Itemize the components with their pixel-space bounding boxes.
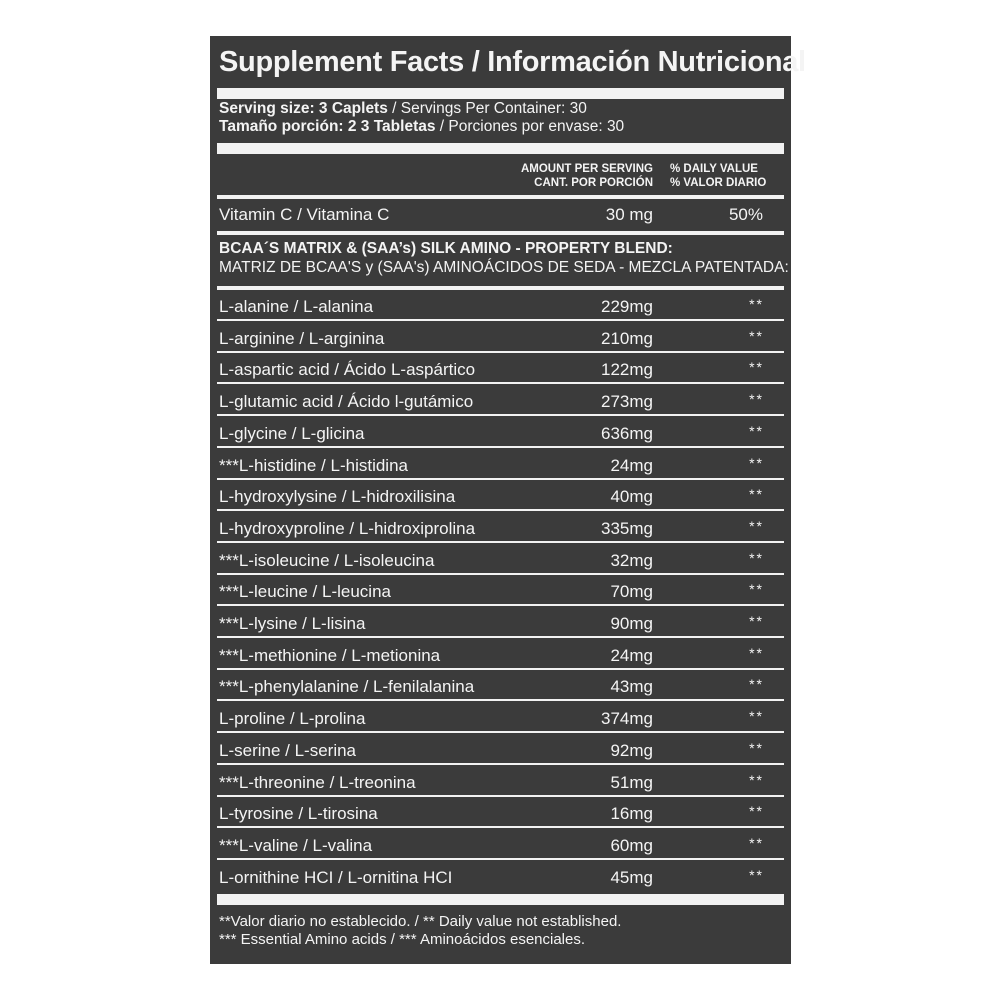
ingredient-name: L-proline / L-prolina (219, 709, 366, 729)
ingredient-amount: 24mg (610, 645, 653, 665)
ingredient-name: L-glutamic acid / Ácido l-gutámico (219, 392, 474, 412)
ingredient-amount: 60mg (610, 835, 653, 855)
ingredient-daily-value: ** (749, 391, 764, 408)
ingredient-daily-value: ** (749, 708, 764, 725)
footnote-essential: *** Essential Amino acids / *** Aminoácidos esenciales. (219, 931, 586, 948)
ingredient-name: L-alanine / L-alanina (219, 297, 374, 316)
ingredient-name: L-aspartic acid / Ácido L-aspártico (219, 360, 476, 380)
ingredient-amount: 70mg (610, 582, 653, 602)
footnotes (219, 913, 621, 949)
row-divider (217, 795, 784, 797)
ingredient-row (217, 702, 784, 733)
ingredient-row (217, 766, 784, 797)
ingredient-name: L-serine / L-serina (219, 740, 357, 760)
ingredient-amount: 335mg (601, 518, 653, 538)
ingredient-row (217, 353, 784, 384)
ingredient-name: L-tyrosine / L-tirosina (219, 804, 378, 824)
row-divider (217, 636, 784, 638)
ingredient-amount: 273mg (601, 392, 653, 412)
row-divider (217, 351, 784, 353)
ingredient-name: L-arginine / L-arginina (219, 328, 385, 348)
title-divider (217, 88, 784, 99)
ingredient-row (217, 417, 784, 448)
ingredient-amount: 43mg (610, 677, 653, 697)
ingredient-row (217, 639, 784, 670)
ingredient-daily-value: ** (749, 739, 764, 756)
ingredient-name: ***L-histidine / L-histidina (219, 455, 408, 475)
ingredient-amount: 45mg (610, 867, 653, 887)
ingredient-amount: 16mg (610, 804, 653, 824)
ingredient-amount: 24mg (610, 455, 653, 475)
ingredient-row (217, 734, 784, 765)
ingredient-name: ***L-threonine / L-treonina (219, 772, 416, 792)
ingredient-daily-value: ** (749, 866, 764, 883)
row-divider (217, 478, 784, 480)
ingredient-daily-value: ** (749, 517, 764, 534)
row-divider (217, 573, 784, 575)
ingredient-amount: 636mg (601, 423, 653, 443)
ingredient-row (217, 480, 784, 511)
row-divider (217, 668, 784, 670)
ingredient-name: ***L-lysine / L-lisina (219, 614, 366, 633)
ingredient-daily-value: ** (749, 834, 764, 851)
ingredient-daily-value: ** (749, 613, 764, 629)
panel-title: Supplement Facts / Información Nutricional (219, 46, 806, 78)
row-divider (217, 541, 784, 543)
row-divider (217, 604, 784, 606)
row-divider (217, 731, 784, 733)
ingredient-amount: 92mg (610, 740, 653, 760)
ingredient-daily-value: ** (749, 803, 764, 820)
row-divider (217, 699, 784, 701)
ingredient-row (217, 829, 784, 860)
serving-line-en (219, 100, 624, 118)
row-divider (217, 826, 784, 828)
row-divider (217, 446, 784, 448)
ingredient-daily-value: ** (749, 676, 764, 693)
ingredient-row (217, 544, 784, 575)
serving-size-es: Tamaño porción: 2 3 Tabletas (219, 118, 436, 135)
ingredient-row (217, 575, 784, 606)
ingredient-row (217, 449, 784, 480)
ingredient-row (217, 290, 784, 321)
ingredient-name: ***L-valine / L-valina (219, 835, 373, 855)
serving-line-es (219, 118, 624, 136)
dv-header-es: % VALOR DIARIO (670, 177, 767, 189)
ingredient-row (217, 322, 784, 353)
row-divider (217, 382, 784, 384)
row-divider (217, 509, 784, 511)
ingredient-name: L-glycine / L-glicina (219, 423, 365, 443)
supplement-facts-panel (210, 36, 806, 964)
vitamin-c-amount: 30 mg (605, 205, 653, 224)
vitamin-c-dv: 50% (728, 205, 763, 224)
ingredient-row (217, 385, 784, 416)
ingredient-amount: 32mg (610, 550, 653, 570)
ingredient-amount: 210mg (601, 328, 653, 348)
ingredient-name: L-hydroxyproline / L-hidroxiprolina (219, 518, 476, 538)
header-divider (217, 195, 784, 199)
ingredient-daily-value: ** (749, 644, 764, 661)
ingredient-row (217, 861, 784, 892)
ingredient-row (217, 797, 784, 828)
ingredient-amount: 122mg (601, 360, 653, 380)
ingredient-daily-value: ** (749, 327, 764, 344)
ingredient-daily-value: ** (749, 581, 764, 598)
ingredient-name: L-ornithine HCI / L-ornitina HCI (219, 867, 453, 887)
ingredient-daily-value: ** (749, 454, 764, 471)
ingredient-daily-value: ** (749, 296, 764, 312)
ingredient-daily-value: ** (749, 422, 764, 439)
blend-heading (219, 239, 789, 277)
vitamin-c-name: Vitamin C / Vitamina C (219, 205, 390, 224)
ingredient-amount: 40mg (610, 487, 653, 507)
ingredient-daily-value: ** (749, 359, 764, 376)
ingredient-amount: 51mg (610, 772, 653, 792)
ingredient-amount: 229mg (601, 297, 653, 316)
blend-title-en: BCAA´S MATRIX & (SAA’s) SILK AMINO - PROPERTY BLEND: (219, 240, 673, 257)
servings-per-container-es: / Porciones por envase: 30 (435, 118, 625, 135)
row-divider (217, 414, 784, 416)
row-divider (217, 319, 784, 321)
blend-title-es: MATRIZ DE BCAA'S y (SAA's) AMINOÁCIDOS DE SEDA - MEZCLA PATENTADA: (219, 259, 789, 276)
ingredient-row (217, 670, 784, 701)
servings-per-container-en: / Servings Per Container: 30 (387, 100, 587, 117)
serving-size-en: Serving size: 3 Caplets (219, 100, 388, 117)
ingredient-amount: 90mg (610, 614, 653, 633)
ingredient-daily-value: ** (749, 486, 764, 503)
ingredient-daily-value: ** (749, 549, 764, 566)
ingredient-name: ***L-methionine / L-metionina (219, 645, 441, 665)
serving-divider (217, 143, 784, 154)
amount-header-es: CANT. POR PORCIÓN (534, 177, 653, 189)
ingredient-amount: 374mg (601, 709, 653, 729)
vitamin-divider (217, 231, 784, 235)
ingredient-name: L-hydroxylysine / L-hidroxilisina (219, 487, 456, 507)
row-divider (217, 858, 784, 860)
ingredient-name: ***L-phenylalanine / L-fenilalanina (219, 677, 475, 697)
amount-header-en: AMOUNT PER SERVING (520, 163, 653, 175)
ingredient-row (217, 607, 784, 638)
footnote-daily-value: **Valor diario no establecido. / ** Daily value not established. (219, 913, 622, 930)
amount-per-serving-header (521, 162, 653, 190)
ingredient-daily-value: ** (749, 771, 764, 788)
footnote-divider (217, 894, 784, 905)
ingredient-name: ***L-leucine / L-leucina (219, 582, 391, 602)
serving-info (219, 100, 624, 136)
daily-value-header (670, 162, 766, 190)
dv-header-en: % DAILY VALUE (670, 163, 758, 175)
ingredient-name: ***L-isoleucine / L-isoleucina (219, 550, 435, 570)
row-divider (217, 763, 784, 765)
ingredient-row (217, 512, 784, 543)
